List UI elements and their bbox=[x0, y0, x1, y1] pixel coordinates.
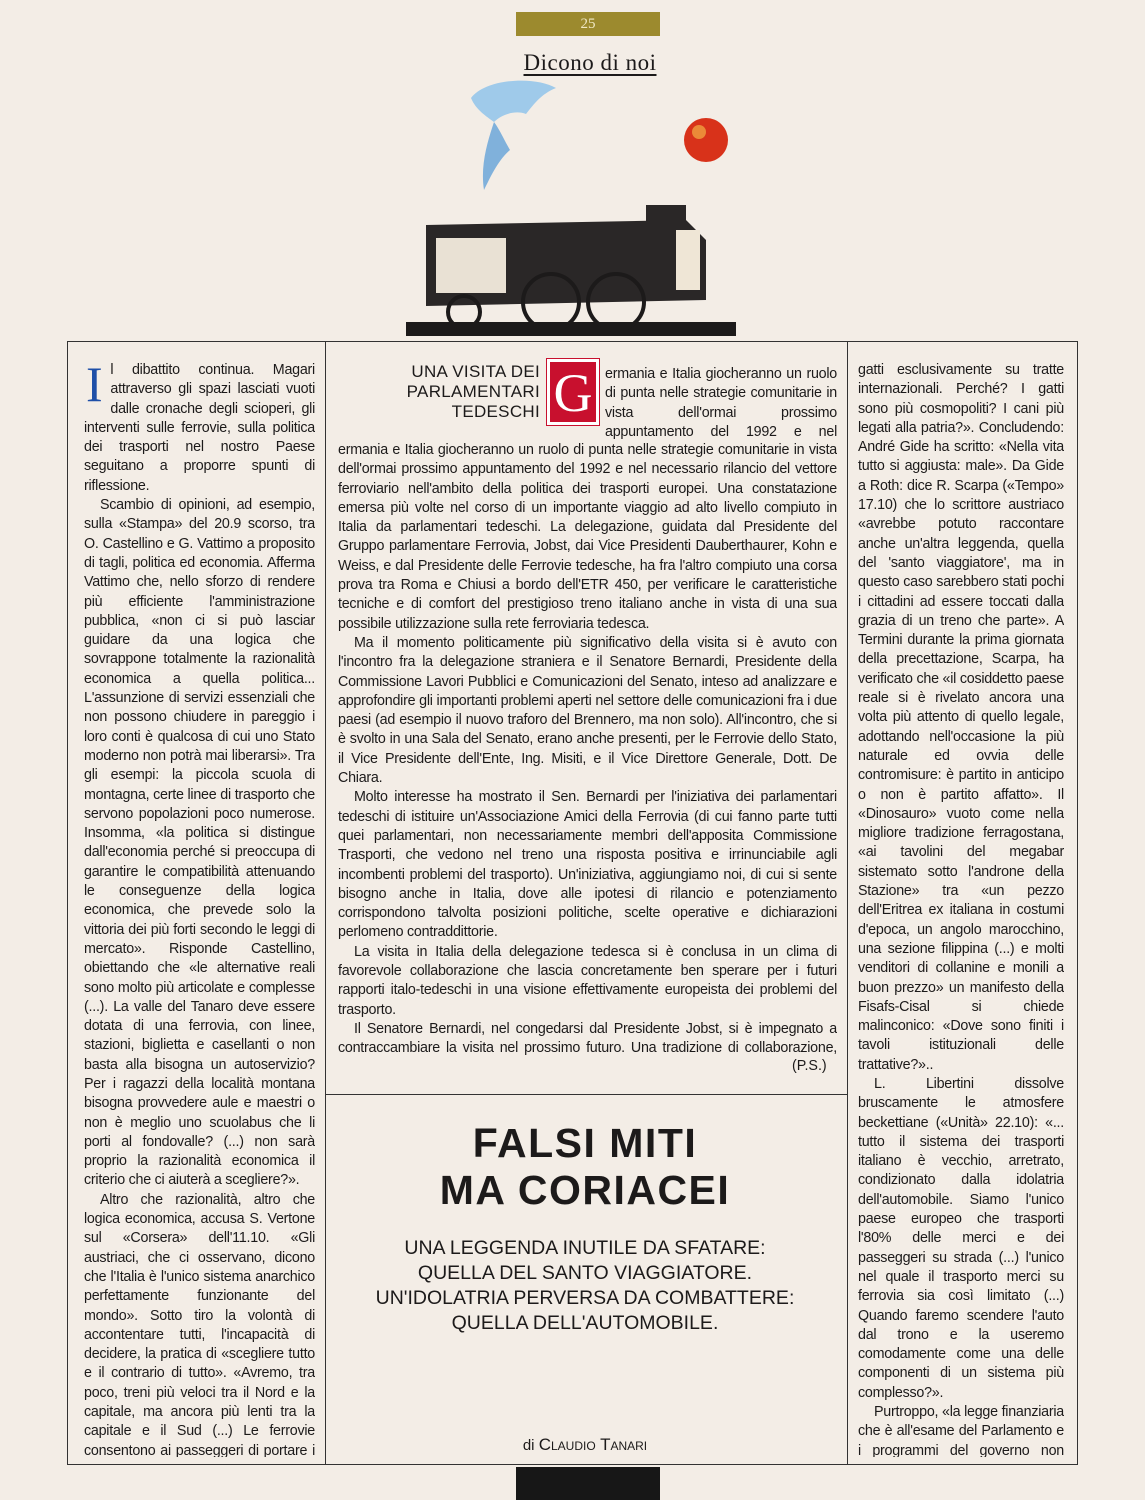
drop-cap: I bbox=[86, 361, 103, 412]
column-2 bbox=[338, 441, 837, 1056]
paragraph: Molto interesse ha mostrato il Sen. Bernardi per l'iniziativa dei parlamentari tedeschi di istituire un'Associazione Amici della Ferrovia (di cui fanno parte tutti quei parlamentari, non necessariamente membri dell'apposita Commissione Trasporti, che vedono nel treno una risposta positiva e irrinunciabile agli incombenti problemi del trasporto). Un'iniziativa, aggiungiamo noi, di cui si sente bisogno anche in Italia, dove alle ipotesi di rilancio e potenziamento corrispondono talvolta posizioni politiche, scelte operative e dichiarazioni perlomeno contraddittorie. bbox=[338, 789, 837, 941]
paragraph: ermania e Italia giocheranno un ruolo di punta nelle strategie comunitarie in vista dell'ormai prossimo appuntamento del 1992 e nel necessario rilancio del vettore ferroviario nell'ambito della politica dei trasporti europei. Una constatazione emersa più volte nel corso di un importante viaggio ad alto livello compiuto in Italia da parlamentari tedeschi. La delegazione, guidata dal Presidente del Gruppo parlamentare Ferrovia, Jobst, dai Vice Presidenti Dauberthaurer, Kohn e Weiss, e dal Presidente delle Ferrovie tedesche, ha fra l'altro compiuto una corsa prova tra Roma e Chiusi a bordo dell'ETR 450, per verificare le caratteristiche tecniche e di comfort del prestigioso treno italiano anche in vista di una sua possibile utilizzazione sulla rete ferroviaria tedesca. bbox=[338, 442, 837, 632]
byline-author: Claudio Tanari bbox=[538, 1435, 648, 1454]
column-1 bbox=[84, 361, 315, 1457]
page-number: 25 bbox=[516, 12, 660, 36]
paragraph: L. Libertini dissolve bruscamente le atmosfere beckettiane («Unità» 22.10): «... tutto il sistema dei trasporti italiano è vecchio, arretrato, condizionato dalla idolatria dell'automobile. Siamo l'unico paese europeo che trasporti l'80% delle merci e dei passeggeri su strada (...) l'unico nel quale il trasporto merci su ferrovia sia così limitato (...) Quando faremo scendere l'auto dal trono e la useremo comodamente come una delle componenti di un sistema più complesso?». bbox=[858, 1075, 1064, 1401]
headline-line: FALSI MITI bbox=[472, 1120, 698, 1166]
column-divider bbox=[847, 341, 848, 1465]
subhead-line: QUELLA DELL'AUTOMOBILE. bbox=[451, 1312, 719, 1334]
byline-prefix: di bbox=[522, 1437, 535, 1454]
paragraph: La visita in Italia della delegazione tedesca si è conclusa in un clima di favorevole collaborazione che lascia concretamente ben sperare per i futuri rapporti italo-tedeschi in una visione effettivamente europeista dei problemi del trasporto. bbox=[338, 943, 837, 1018]
paragraph: ermania e Italia giocheranno un ruolo di punta nelle strategie comunitarie in vista dell'ormai prossimo appuntamento del 1992 e nel bbox=[605, 366, 837, 440]
section-title: Dicono di noi bbox=[523, 50, 657, 75]
byline bbox=[330, 1435, 840, 1455]
signature: (P.S.) bbox=[792, 1058, 827, 1074]
subheadline bbox=[330, 1236, 840, 1336]
paragraph: Purtroppo, «la legge finanziaria che è all'esame del Parlamento e i programmi del governo non bbox=[858, 1404, 1064, 1457]
column-divider bbox=[325, 341, 326, 1465]
kicker: UNA VISITA DEI PARLAMENTARI TEDESCHI bbox=[406, 362, 540, 421]
paragraph: Ma il momento politicamente più significativo della visita si è avuto con l'incontro fra la delegazione straniera e il Senatore Bernardi, Presidente della Commissione Lavori Pubblici e Comunicazioni del Senato, inteso ad analizzare e approfondire gli importanti problemi aperti nel settore delle comunicazioni fra i due paesi (ad esempio il nuovo traforo del Brennero, ma non solo). All'incontro, che si è svolto in una Sala del Senato, erano anche presenti, per le Ferrovie dello Stato, il Vice Presidente dell'Ente, Ing. Misiti, e il Vice Direttore Generale, Dott. De Chiara. bbox=[338, 634, 837, 787]
subhead-line: UN'IDOLATRIA PERVERSA DA COMBATTERE: bbox=[375, 1287, 795, 1309]
paragraph: gatti esclusivamente su tratte internazionali. Perché? I gatti sono più cosmopoliti? I cani più legati alla patria?». Concludendo: André Gide ha scritto: «Nella vita tutto si aggiusta: male». Da Gide a Roth: dice R. Scarpa («Tempo» 17.10) che lo scrittore austriaco «avrebbe potuto raccontare anche un'altra leggenda, quella del 'santo viaggiatore', ma in questo caso sarebbero stati pochi i cittadini ad essere toccati dalla grazia di un treno che parte». A Termini durante la prima giornata della precettazione, Scarpa, ha verificato che «il cosiddetto paese reale si è rivelato ancora una volta più attento di quello legale, adottando nell'occasione la più naturale ed ovvia delle contromisure: è partito in anticipo o non è partito affatto». Il «Dinosauro» vuoto come nella migliore tradizione ferragostana, «ai tavolini del megabar sistemato sotto l'androne della Stazione» tra «un pezzo dell'Eritrea ex italiana in costumi d'epoca, un angolo marocchino, una sezione filippina (...) e molti venditori di collanine e monili a buon prezzo» un manifesto della Fisafs-Cisal si chiede malinconico: «Dove sono finiti i tavoli istituzionali delle trattative?».. bbox=[858, 362, 1064, 1073]
paragraph: Il Senatore Bernardi, nel congedarsi dal Presidente Jobst, si è impegnato a contraccambiare la visita nel prossimo futuro. Una tradizione di collaborazione, bbox=[338, 1020, 837, 1056]
paragraph: l dibattito continua. Magari attraverso gli spazi lasciati vuoti dalle cronache degli scioperi, gli interventi sulle ferrovie, sulla politica dei trasporti nel nostro Paese seguitano a proporre spunti di riflessione. bbox=[84, 362, 315, 494]
paragraph: Altro che razionalità, altro che logica economica, accusa S. Vertone sul «Corsera» dell'11.10. «Gli austriaci, che ci osservano, dicono che l'Italia è l'unico sistema anarchico perfettamente funzionante del mondo». Sotto tiro la volontà di accontentare tutti, l'incapacità di decidere, la pratica di «scegliere tutto e il contrario di tutto». «Avremo, tra poco, treni più veloci tra il Nord e la capitale, ma ancora più lenti tra la capitale e il Sud (...) Le ferrovie consentono ai passeggeri di portare i bbox=[84, 1191, 315, 1457]
paragraph: Scambio di opinioni, ad esempio, sulla «Stampa» del 20.9 scorso, tra O. Castellino e G. Vattimo a proposito di tagli, politica ed economia. Afferma Vattimo che, nello sforzo di rendere più efficiente l'amministrazione pubblica, «non ci si può lasciar guidare da una logica che sovrappone totalmente la razionalità economica a quella politica... L'assunzione di servizi essenziali che non possono chiudere in pareggio i loro conti è qualcosa di cui uno Stato moderno non potrà mai liberarsi». Tra gli esempi: la piccola scuola di montagna, certe linee di trasporto che servono popolazioni poco numerose. Insomma, «la politica si distingue dall'economia perché si preoccupa di garantire le compatibilità attenuando le conseguenze della logica economica, che prevede solo la vittoria dei più forti secondo le leggi di mercato». Risponde Castellino, obiettando che «le alternative reali sono molto più articolate e complesse (...). La valle del Tanaro deve essere dotata di una ferrovia, con linee, stazioni, biglietta e casellanti o non basta alla bisogna un autoservizio? Per i ragazzi della località montana bisogna provvedere aule e maestri o non è meglio uno scuolabus che li porti al fondovalle? (...) non sarà proprio la razionalità economica il criterio che ci aiuterà a scegliere?». bbox=[84, 497, 315, 1189]
bottom-bar bbox=[516, 1467, 660, 1500]
locomotive-illustration bbox=[406, 70, 736, 342]
column-2-top bbox=[605, 365, 837, 443]
section-divider bbox=[325, 1094, 847, 1095]
subhead-line: UNA LEGGENDA INUTILE DA SFATARE: bbox=[404, 1237, 766, 1259]
drop-cap: G bbox=[547, 359, 599, 425]
subhead-line: QUELLA DEL SANTO VIAGGIATORE. bbox=[417, 1262, 753, 1284]
headline-line: MA CORIACEI bbox=[439, 1167, 731, 1213]
headline bbox=[330, 1120, 840, 1214]
column-3 bbox=[858, 361, 1064, 1457]
